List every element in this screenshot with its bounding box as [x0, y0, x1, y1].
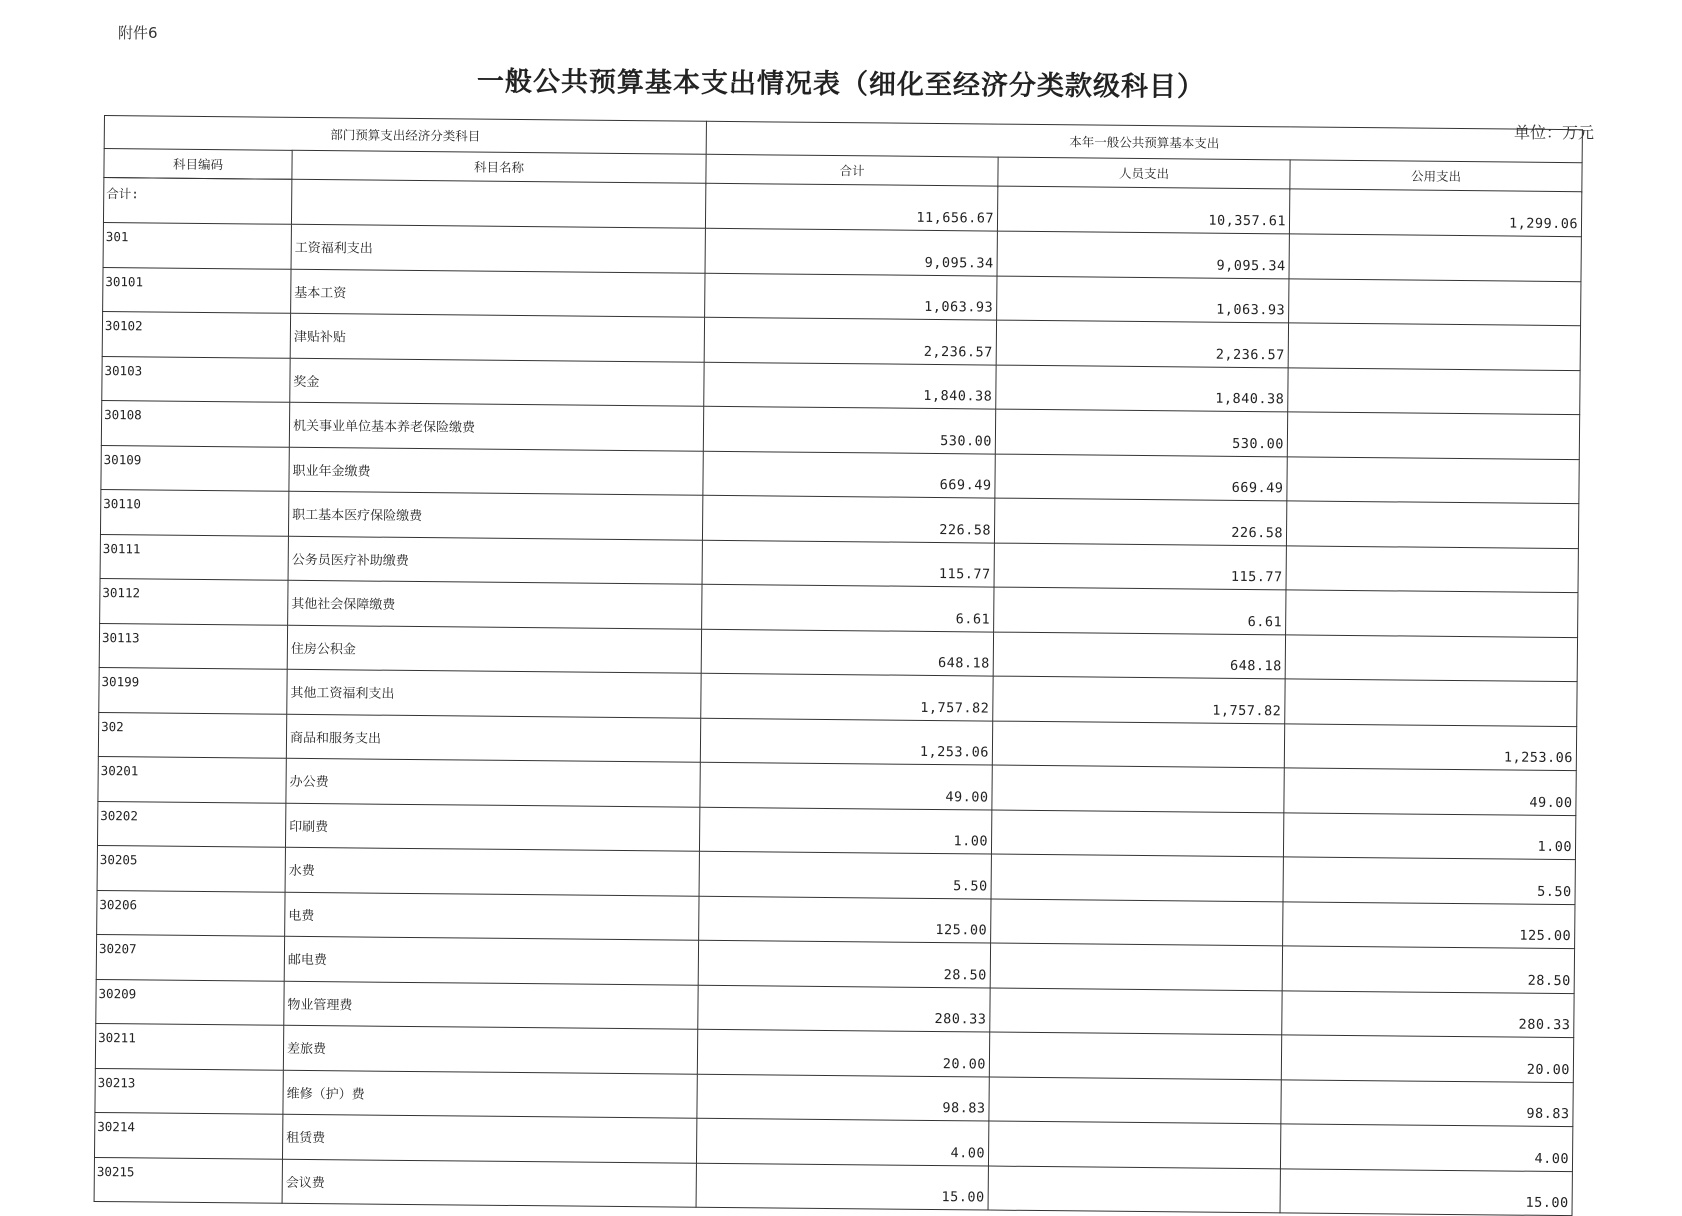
row-code: 30202 [97, 801, 285, 847]
row-name: 职业年金缴费 [289, 447, 703, 495]
row-code: 30112 [100, 578, 288, 624]
row-total: 20.00 [697, 1029, 989, 1076]
row-public [1289, 278, 1581, 325]
row-total: 6.61 [702, 584, 994, 631]
row-personnel: 9,095.34 [997, 231, 1289, 278]
row-name: 职工基本医疗保险缴费 [288, 491, 702, 539]
row-total: 280.33 [698, 985, 990, 1032]
row-public: 4.00 [1280, 1124, 1572, 1171]
row-code: 30213 [95, 1068, 283, 1114]
row-name: 差旅费 [283, 1025, 697, 1073]
row-name: 机关事业单位基本养老保险缴费 [289, 402, 703, 450]
row-public [1289, 234, 1581, 281]
row-personnel [989, 1032, 1281, 1079]
page-title: 一般公共预算基本支出情况表（细化至经济分类款级科目） [476, 66, 1206, 103]
row-name: 其他社会保障缴费 [288, 580, 702, 628]
row-personnel [991, 854, 1283, 901]
row-public: 20.00 [1281, 1035, 1573, 1082]
header-group-basic-expenditure: 本年一般公共预算基本支出 [706, 121, 1582, 162]
row-personnel [992, 721, 1284, 768]
row-public [1286, 501, 1578, 548]
row-name: 维修（护）费 [283, 1070, 697, 1118]
row-public: 1,253.06 [1284, 723, 1576, 770]
row-code: 302 [98, 712, 286, 758]
row-public: 5.50 [1283, 857, 1575, 904]
row-total: 4.00 [696, 1118, 988, 1165]
row-total: 669.49 [703, 451, 995, 498]
row-code: 30103 [102, 356, 290, 402]
row-personnel [992, 765, 1284, 812]
row-public [1285, 634, 1577, 681]
row-personnel: 669.49 [995, 454, 1287, 501]
row-name: 奖金 [290, 358, 704, 406]
row-public [1287, 456, 1579, 503]
row-public: 15.00 [1280, 1168, 1572, 1215]
row-name: 印刷费 [285, 803, 699, 851]
row-name: 工资福利支出 [291, 224, 705, 272]
row-code: 30209 [96, 979, 284, 1025]
row-name: 津贴补贴 [290, 313, 704, 361]
attachment-label: 附件6 [118, 24, 158, 42]
row-total: 1,063.93 [705, 273, 997, 320]
row-personnel: 530.00 [995, 409, 1287, 456]
total-name-cell [291, 179, 705, 228]
row-code: 30207 [96, 934, 284, 980]
row-total: 1,253.06 [700, 718, 992, 765]
row-personnel: 1,757.82 [993, 676, 1285, 723]
row-public [1288, 367, 1580, 414]
row-public [1285, 679, 1577, 726]
row-code: 30110 [100, 489, 288, 535]
total-total: 11,656.67 [705, 183, 997, 231]
row-name: 办公费 [286, 758, 700, 806]
row-name: 基本工资 [291, 269, 705, 317]
row-total: 49.00 [700, 762, 992, 809]
row-name: 物业管理费 [284, 981, 698, 1029]
row-public: 98.83 [1281, 1079, 1573, 1126]
row-name: 住房公积金 [287, 625, 701, 673]
row-code: 30205 [97, 845, 285, 891]
row-name: 商品和服务支出 [286, 714, 700, 762]
header-name: 科目名称 [292, 150, 706, 183]
row-code: 30111 [100, 534, 288, 580]
unit-label: 单位：万元 [1513, 123, 1594, 142]
row-personnel: 226.58 [994, 498, 1286, 545]
row-code: 30206 [97, 890, 285, 936]
row-public: 125.00 [1283, 901, 1575, 948]
row-personnel [988, 1121, 1280, 1168]
header-total: 合计 [706, 154, 998, 186]
row-code: 30108 [101, 400, 289, 446]
row-code: 30215 [94, 1157, 282, 1203]
row-total: 115.77 [702, 540, 994, 587]
row-total: 1,840.38 [704, 362, 996, 409]
row-total: 125.00 [699, 896, 991, 943]
row-personnel [988, 1166, 1280, 1213]
row-public: 49.00 [1284, 768, 1576, 815]
row-personnel: 1,840.38 [996, 365, 1288, 412]
row-total: 226.58 [702, 495, 994, 542]
row-code: 30101 [103, 267, 291, 313]
header-group-classification: 部门预算支出经济分类科目 [104, 116, 706, 155]
row-total: 5.50 [699, 851, 991, 898]
row-code: 30211 [95, 1023, 283, 1069]
row-name: 水费 [285, 847, 699, 895]
row-total: 648.18 [701, 629, 993, 676]
row-personnel [991, 810, 1283, 857]
row-personnel [989, 1077, 1281, 1124]
row-total: 98.83 [697, 1074, 989, 1121]
row-public [1286, 590, 1578, 637]
row-total: 15.00 [696, 1163, 988, 1210]
row-personnel: 2,236.57 [996, 320, 1288, 367]
row-code: 301 [103, 222, 291, 268]
row-public [1286, 545, 1578, 592]
row-personnel [991, 899, 1283, 946]
row-name: 邮电费 [284, 936, 698, 984]
row-code: 30102 [102, 311, 290, 357]
total-label: 合计: [103, 178, 291, 225]
row-code: 30113 [99, 623, 287, 669]
row-public [1287, 412, 1579, 459]
row-name: 公务员医疗补助缴费 [288, 536, 702, 584]
row-personnel [990, 943, 1282, 990]
row-name: 电费 [285, 892, 699, 940]
row-public: 280.33 [1282, 990, 1574, 1037]
row-personnel: 648.18 [993, 632, 1285, 679]
row-public: 28.50 [1282, 946, 1574, 993]
row-name: 其他工资福利支出 [287, 669, 701, 717]
row-total: 1,757.82 [701, 673, 993, 720]
row-code: 30109 [101, 445, 289, 491]
row-total: 28.50 [698, 940, 990, 987]
row-code: 30201 [98, 756, 286, 802]
row-total: 1.00 [699, 807, 991, 854]
row-public [1288, 323, 1580, 370]
row-code: 30199 [99, 667, 287, 713]
budget-table-sheet [94, 115, 1582, 1216]
row-name: 会议费 [282, 1159, 696, 1207]
header-code: 科目编码 [104, 149, 292, 180]
row-total: 530.00 [703, 406, 995, 453]
row-personnel [990, 988, 1282, 1035]
total-personnel: 10,357.61 [997, 186, 1289, 234]
header-personnel: 人员支出 [998, 157, 1290, 189]
budget-table [94, 115, 1583, 1216]
row-public: 1.00 [1283, 812, 1575, 859]
total-public: 1,299.06 [1289, 189, 1581, 237]
table-body [94, 178, 1582, 1216]
row-personnel: 1,063.93 [997, 276, 1289, 323]
header-public: 公用支出 [1290, 160, 1582, 192]
row-personnel: 115.77 [994, 543, 1286, 590]
row-total: 9,095.34 [705, 228, 997, 275]
row-code: 30214 [94, 1112, 282, 1158]
row-total: 2,236.57 [704, 317, 996, 364]
row-personnel: 6.61 [994, 587, 1286, 634]
row-name: 租赁费 [282, 1114, 696, 1162]
